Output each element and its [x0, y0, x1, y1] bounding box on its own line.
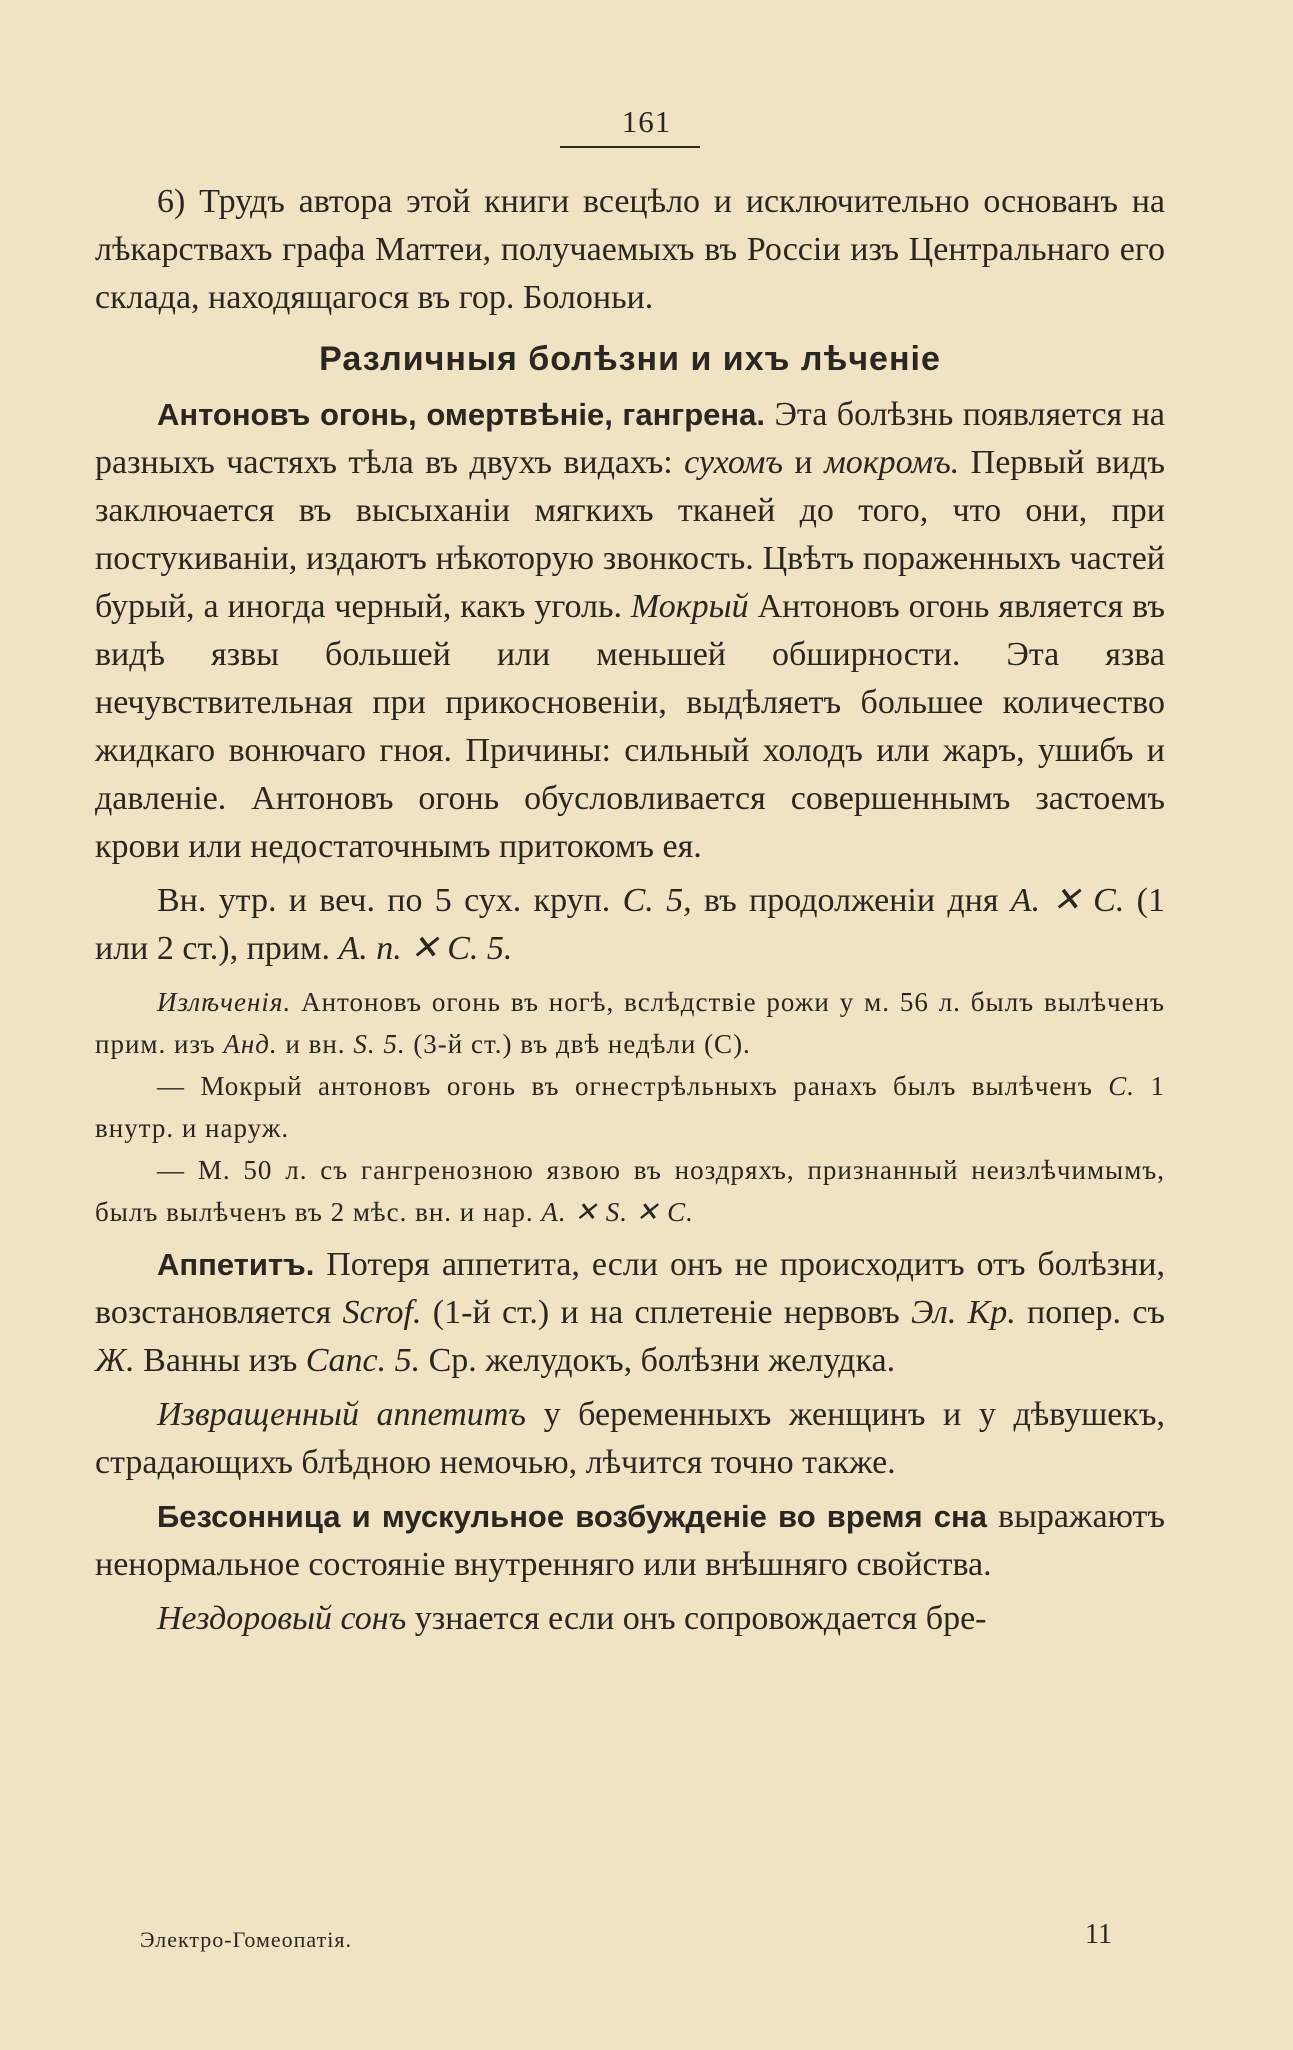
cure-3-text-1: — М. 50 л. съ гангренозною язвою въ ноздряхъ, признанный неизлѣчимымъ, былъ вылѣченъ въ 2 мѣс. вн. и нар.	[95, 1155, 1165, 1227]
cure-report-2	[95, 1065, 1165, 1149]
cure-1-text-2: и вн.	[277, 1029, 354, 1059]
perverted-text-1: у беременныхъ женщинъ и у дѣвушекъ, страдающихъ блѣдною немочью, лѣчится точно также.	[95, 1396, 1165, 1481]
appetite-paragraph	[95, 1241, 1165, 1385]
insomnia-text-1: выражаютъ ненормальное состояніе внутренняго или внѣшняго свойства.	[95, 1498, 1165, 1583]
gangrene-italic-2: мокромъ.	[824, 444, 960, 481]
sleep-text-1: узнается если онъ сопровождается бре-	[406, 1600, 987, 1637]
gangrene-text-1: Эта болѣзнь появляется на разныхъ частяхъ тѣла въ двухъ видахъ:	[95, 396, 1165, 481]
cures-label: Излѣченія.	[157, 987, 292, 1017]
footer-signature-mark: 11	[1085, 1919, 1112, 1950]
insomnia-paragraph	[95, 1493, 1165, 1589]
gangrene-text-3: Первый видъ заключается въ высыханіи мягкихъ тканей до того, что они, при постукиваніи, издаютъ нѣкоторую звонкость. Цвѣтъ пораженныхъ частей бурый, а иногда черный, какъ уголь.	[95, 444, 1165, 625]
sleep-paragraph	[95, 1595, 1165, 1643]
cure-2-text-2: 1 внутр. и наруж.	[95, 1071, 1166, 1143]
perverted-appetite-paragraph	[95, 1391, 1165, 1487]
dosage-italic-2: А. ✕ С.	[1010, 882, 1125, 919]
appetite-italic-1: Scrof.	[342, 1294, 422, 1331]
dosage-paragraph	[95, 877, 1165, 973]
appetite-italic-2: Эл. Кр.	[911, 1294, 1016, 1331]
note-paragraph: 6) Трудъ автора этой книги всецѣло и исключительно основанъ на лѣкарствахъ графа Маттеи, получаемыхъ въ Россіи изъ Центральнаго его склада, находящагося въ гор. Болоньи.	[95, 183, 1165, 316]
dosage-italic-3: А. п. ✕ С. 5.	[338, 930, 513, 967]
appetite-italic-4: Canc. 5.	[305, 1342, 421, 1379]
gangrene-paragraph	[95, 391, 1165, 871]
cure-report-1	[95, 981, 1165, 1065]
dosage-italic-1: С. 5,	[622, 882, 692, 919]
page-number-rule	[560, 146, 700, 148]
appetite-text-5: Ср. желудокъ, болѣзни желудка.	[420, 1342, 896, 1379]
cure-1-italic-2: S. 5.	[353, 1029, 406, 1059]
page-body	[95, 178, 1165, 1643]
footer-book-title: Электро-Гомеопатія.	[140, 1927, 352, 1952]
gangrene-italic-3: Мокрый	[630, 588, 749, 625]
appetite-text-4: Ванны изъ	[134, 1342, 306, 1379]
appetite-italic-3: Ж.	[95, 1342, 135, 1379]
cure-3-italic-1: А. ✕ S. ✕ С.	[541, 1197, 694, 1227]
appetite-term: Аппетитъ.	[157, 1247, 315, 1282]
insomnia-term: Безсонница и мускульное возбужденіе во время сна	[157, 1499, 987, 1534]
sleep-italic-1: Нездоровый сонъ	[157, 1600, 407, 1637]
gangrene-text-4: Антоновъ огонь является въ видѣ язвы большей или меньшей обширности. Эта язва нечувствительная при прикосновеніи, выдѣляетъ большее количество жидкаго вонючаго гноя. Причины: сильный холодъ или жаръ, ушибъ и давленіе. Антоновъ огонь обусловливается совершеннымъ застоемъ крови или недостаточнымъ притокомъ ея.	[95, 588, 1165, 865]
cure-1-italic-1: Анд.	[223, 1029, 278, 1059]
dosage-text-1: Вн. утр. и веч. по 5 сух. круп.	[157, 882, 623, 919]
cure-2-text-1: — Мокрый антоновъ огонь въ огнестрѣльныхъ ранахъ былъ вылѣченъ	[157, 1071, 1109, 1101]
gangrene-term: Антоновъ огонь, омертвѣніе, гангрена.	[157, 397, 765, 432]
appetite-text-3: попер. съ	[1015, 1294, 1165, 1331]
appetite-text-1: Потеря аппетита, если онъ не происходитъ отъ болѣзни, возстановляется	[95, 1246, 1165, 1331]
dosage-text-2: въ продолженіи дня	[691, 882, 1011, 919]
cures-block	[95, 981, 1165, 1233]
page-number: 161	[621, 104, 672, 139]
cure-2-italic-1: С.	[1108, 1071, 1136, 1101]
cure-report-3	[95, 1149, 1165, 1233]
appetite-text-2: (1-й ст.) и на сплетеніе нервовъ	[421, 1294, 912, 1331]
gangrene-italic-1: сухомъ	[684, 444, 783, 481]
section-heading: Различныя болѣзни и ихъ лѣченіе	[319, 340, 941, 378]
perverted-italic-1: Извращенный аппетитъ	[157, 1396, 526, 1433]
gangrene-text-2: и	[782, 444, 825, 481]
cure-1-text-3: (3-й ст.) въ двѣ недѣли (С).	[405, 1029, 751, 1059]
cure-1-text-1: Антоновъ огонь въ ногѣ, вслѣдствіе рожи у м. 56 л. былъ вылѣченъ прим. изъ	[95, 987, 1165, 1059]
dosage-text-3: (1 или 2 ст.), прим.	[95, 882, 1165, 967]
